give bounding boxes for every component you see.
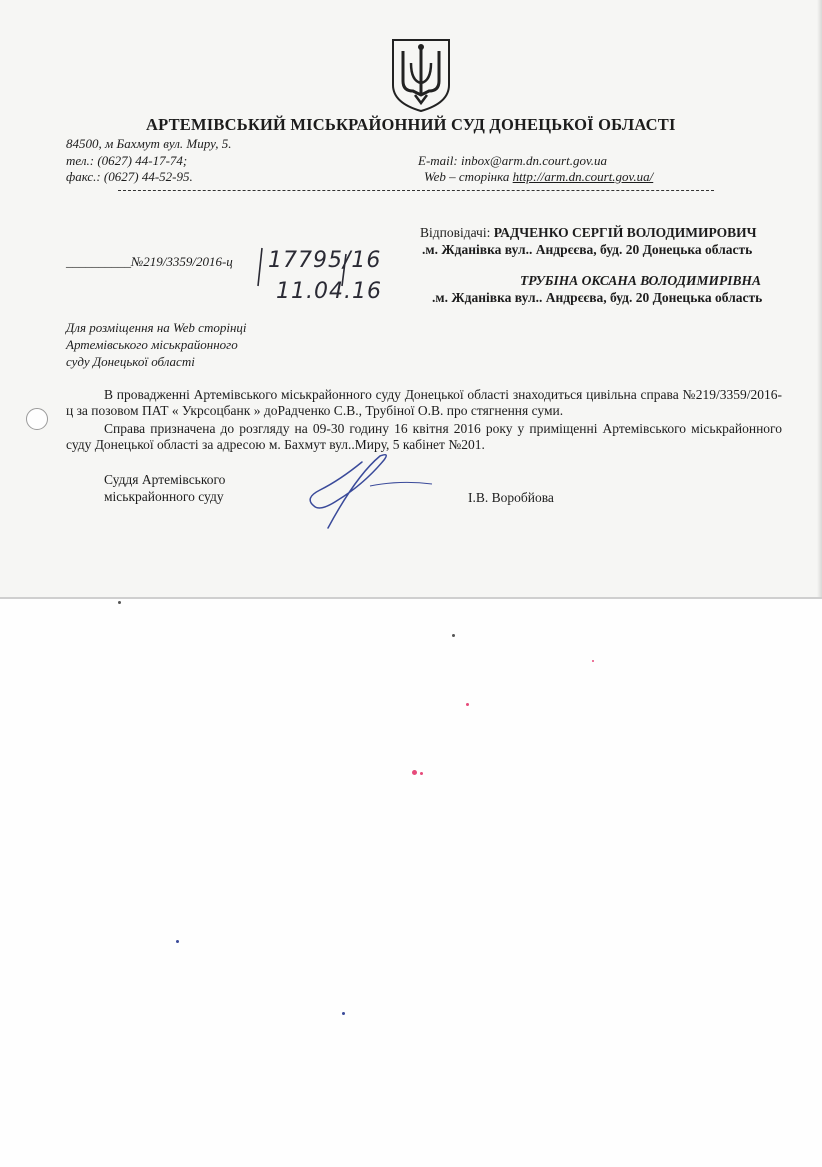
court-name-heading: АРТЕМІВСЬКИЙ МІСЬКРАЙОННИЙ СУД ДОНЕЦЬКОЇ ОБЛАСТІ [146, 115, 676, 134]
judge-position-line-2: міськрайонного суду [104, 489, 224, 504]
handwritten-incoming-number: 17795/16 [268, 248, 382, 273]
defendant-1-address: .м. Жданівка вул.. Андрєєва, буд. 20 Донецька область [422, 242, 753, 257]
defendant-2-address: .м. Жданівка вул.. Андрєєва, буд. 20 Донецька область [432, 290, 763, 305]
dust-speck [452, 634, 455, 637]
dust-speck [342, 1012, 345, 1015]
defendant-1-name: РАДЧЕНКО СЕРГІЙ ВОЛОДИМИРОВИЧ [493, 225, 757, 240]
header-separator [118, 190, 714, 191]
trident-coat-of-arms-icon [389, 37, 453, 113]
court-address: 84500, м Бахмут вул. Миру, 5. [66, 136, 232, 151]
website-prefix: Web – сторінка [424, 169, 513, 184]
body-paragraph-2-text: Справа призначена до розгляду на 09-30 годину 16 квітня 2016 року у приміщенні Артемівського міськрайонного суду Донецької області за адресою м. Бахмут вул..Миру, 5 кабінет №201. [66, 421, 782, 452]
document-lower-blank-area [0, 598, 822, 1167]
court-phone: тел.: (0627) 44-17-74; [66, 153, 188, 168]
body-paragraph-1-text: В провадженні Артемівського міськрайонного суду Донецької області знаходиться цивільна справа №219/3359/2016-ц за позовом ПАТ « Укрсоцбанк » доРадченко С.В., Трубіної О.В. про стягнення суми. [66, 387, 782, 418]
defendant-2-name: ТРУБІНА ОКСАНА ВОЛОДИМИРІВНА [520, 273, 761, 288]
page-fold-line [0, 597, 822, 599]
placement-note-line-1: Для розміщення на Web сторінці [66, 320, 247, 335]
ink-stain [412, 770, 417, 775]
ink-stain [592, 660, 594, 662]
page-edge-shadow [817, 0, 822, 598]
website-link[interactable]: http://arm.dn.court.gov.ua/ [512, 169, 654, 184]
ink-stain [466, 703, 469, 706]
dust-speck [176, 940, 179, 943]
defendants-block [420, 225, 757, 241]
body-paragraph-1 [66, 387, 782, 419]
punch-hole-icon [26, 408, 48, 430]
placement-note-line-2: Артемівського міськрайонного [66, 337, 238, 352]
court-email: E-mail: inbox@arm.dn.court.gov.ua [418, 153, 607, 168]
judge-position-line-1: Суддя Артемівського [104, 472, 226, 487]
case-number: №219/3359/2016-ц [131, 254, 233, 269]
handwritten-incoming-date: 11.04.16 [276, 279, 382, 304]
ink-stain [420, 772, 423, 775]
defendants-label: Відповідачі: [420, 225, 491, 240]
dust-speck [118, 601, 121, 604]
placement-note-line-3: суду Донецької області [66, 354, 195, 369]
case-number-blank: __________ [66, 254, 131, 269]
judge-signature-icon [300, 446, 440, 532]
case-number-line [66, 254, 233, 270]
court-fax: факс.: (0627) 44-52-95. [66, 169, 193, 184]
court-website [424, 169, 653, 185]
judge-name: І.В. Воробйова [468, 490, 554, 505]
